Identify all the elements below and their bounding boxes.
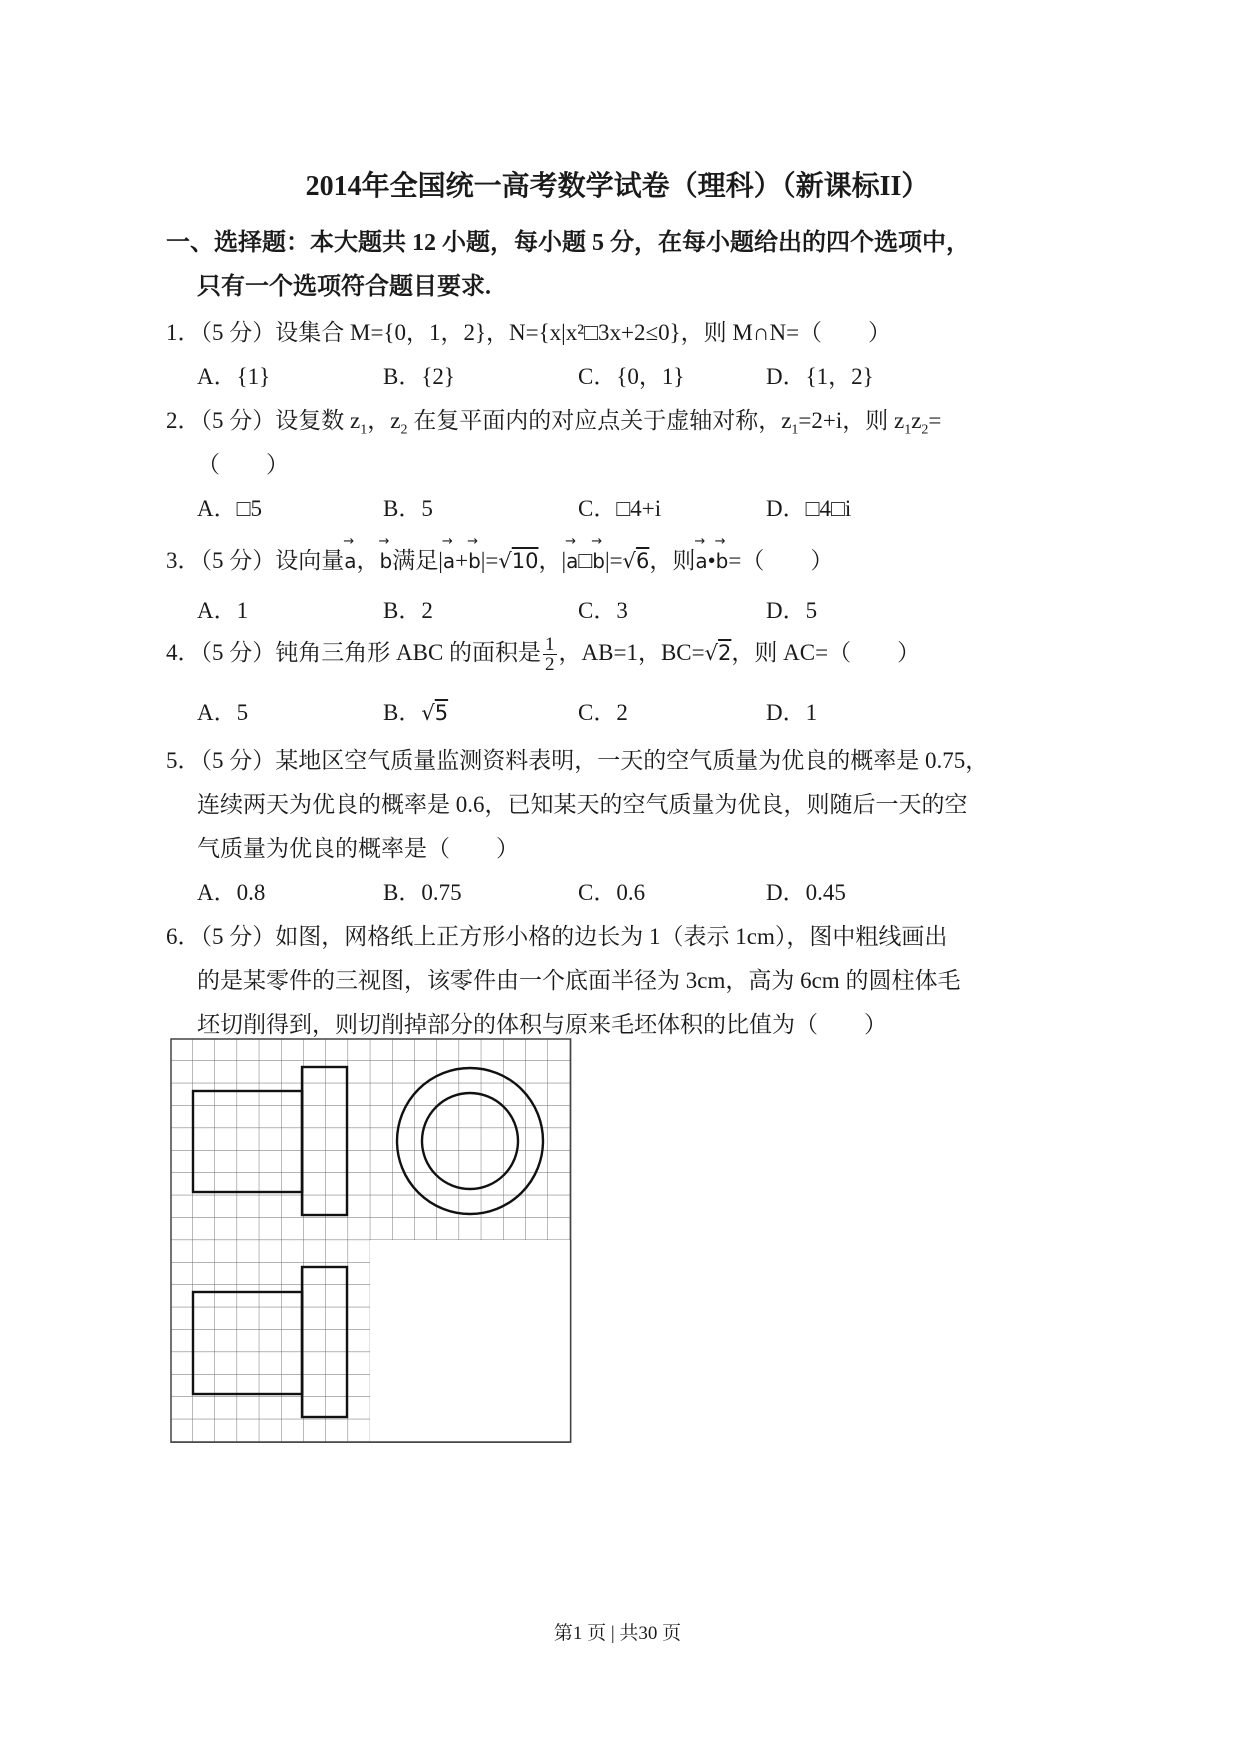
- question-5-line-1: 5．（5 分）某地区空气质量监测资料表明，一天的空气质量为优良的概率是 0.75，: [166, 748, 989, 773]
- question-5-line-3: 气质量为优良的概率是（ ）: [197, 836, 519, 861]
- q2-option-b: B．5: [383, 496, 433, 521]
- question-4-stem: 4．（5 分）钝角三角形 ABC 的面积是 $\frac{1}{2}$ ，AB=1，BC=√2，则 AC=（ ）: [166, 634, 921, 676]
- question-1-stem: 1．（5 分）设集合 M={0，1，2}，N={x|x²□3x+2≤0}，则 M∩N=（ ）: [166, 320, 892, 345]
- q2-option-a: A．□5: [197, 496, 263, 521]
- question-6-line-2: 的是某零件的三视图，该零件由一个底面半径为 3cm，高为 6cm 的圆柱体毛: [197, 968, 961, 993]
- vector-b: → b: [380, 549, 393, 573]
- section-heading: 一、选择题：本大题共 12 小题，每小题 5 分，在每小题给出的四个选项中，: [166, 230, 970, 256]
- fraction-one-half: $\frac{1}{2}$: [545, 634, 555, 676]
- q4-option-b: B．√5: [383, 700, 449, 725]
- question-2-answer-paren: （ ）: [197, 452, 289, 477]
- section-heading-cont: 只有一个选项符合题目要求.: [197, 274, 491, 300]
- q5-option-a: A．0.8: [197, 880, 266, 905]
- q3-option-b: B．2: [383, 598, 433, 623]
- question-6-line-1: 6．（5 分）如图，网格纸上正方形小格的边长为 1（表示 1cm），图中粗线画出: [166, 924, 948, 949]
- page-footer: 第1 页 | 共30 页: [553, 1623, 682, 1644]
- question-6-line-3: 坯切削得到，则切削掉部分的体积与原来毛坯体积的比值为（ ）: [197, 1012, 887, 1037]
- q3-option-d: D．5: [766, 598, 818, 623]
- q5-option-c: C．0.6: [578, 880, 646, 905]
- q5-option-b: B．0.75: [383, 880, 462, 905]
- vector-a: → a: [344, 549, 356, 573]
- q4-option-a: A．5: [197, 700, 249, 725]
- q1-option-d: D．{1，2}: [766, 364, 874, 389]
- q5-option-d: D．0.45: [766, 880, 846, 905]
- q4-option-c: C．2: [578, 700, 628, 725]
- q4-option-d: D．1: [766, 700, 818, 725]
- q3-option-a: A．1: [197, 598, 249, 623]
- question-3-stem: 3．（5 分）设向量→ a，→ b满足|→ a+→ b|=√10，|→ a□→ b|=√6，则→ a•→ b=（ ）: [166, 542, 833, 575]
- question-5-line-2: 连续两天为优良的概率是 0.6，已知某天的空气质量为优良，则随后一天的空: [197, 792, 968, 817]
- sqrt-6: √6: [622, 549, 650, 573]
- q1-option-b: B．{2}: [383, 364, 455, 389]
- q1-option-a: A．{1}: [197, 364, 271, 389]
- sqrt-2: √2: [704, 641, 732, 665]
- question-2-stem: 2．（5 分）设复数 $z_1$，$z_2$ 在复平面内的对应点关于虚轴对称，$z_1=2+i$，则 $z_1z_2=$: [166, 408, 942, 438]
- q2-option-c: C．□4+i: [578, 496, 662, 521]
- exam-title: 2014年全国统一高考数学试卷（理科）（新课标II）: [305, 171, 930, 202]
- sqrt-10: √10: [498, 549, 539, 573]
- three-view-grid-figure: [170, 1038, 574, 1452]
- q3-option-c: C．3: [578, 598, 628, 623]
- q1-option-c: C．{0，1}: [578, 364, 685, 389]
- blank-region: [370, 1240, 570, 1442]
- q2-option-d: D．□4□i: [766, 496, 852, 521]
